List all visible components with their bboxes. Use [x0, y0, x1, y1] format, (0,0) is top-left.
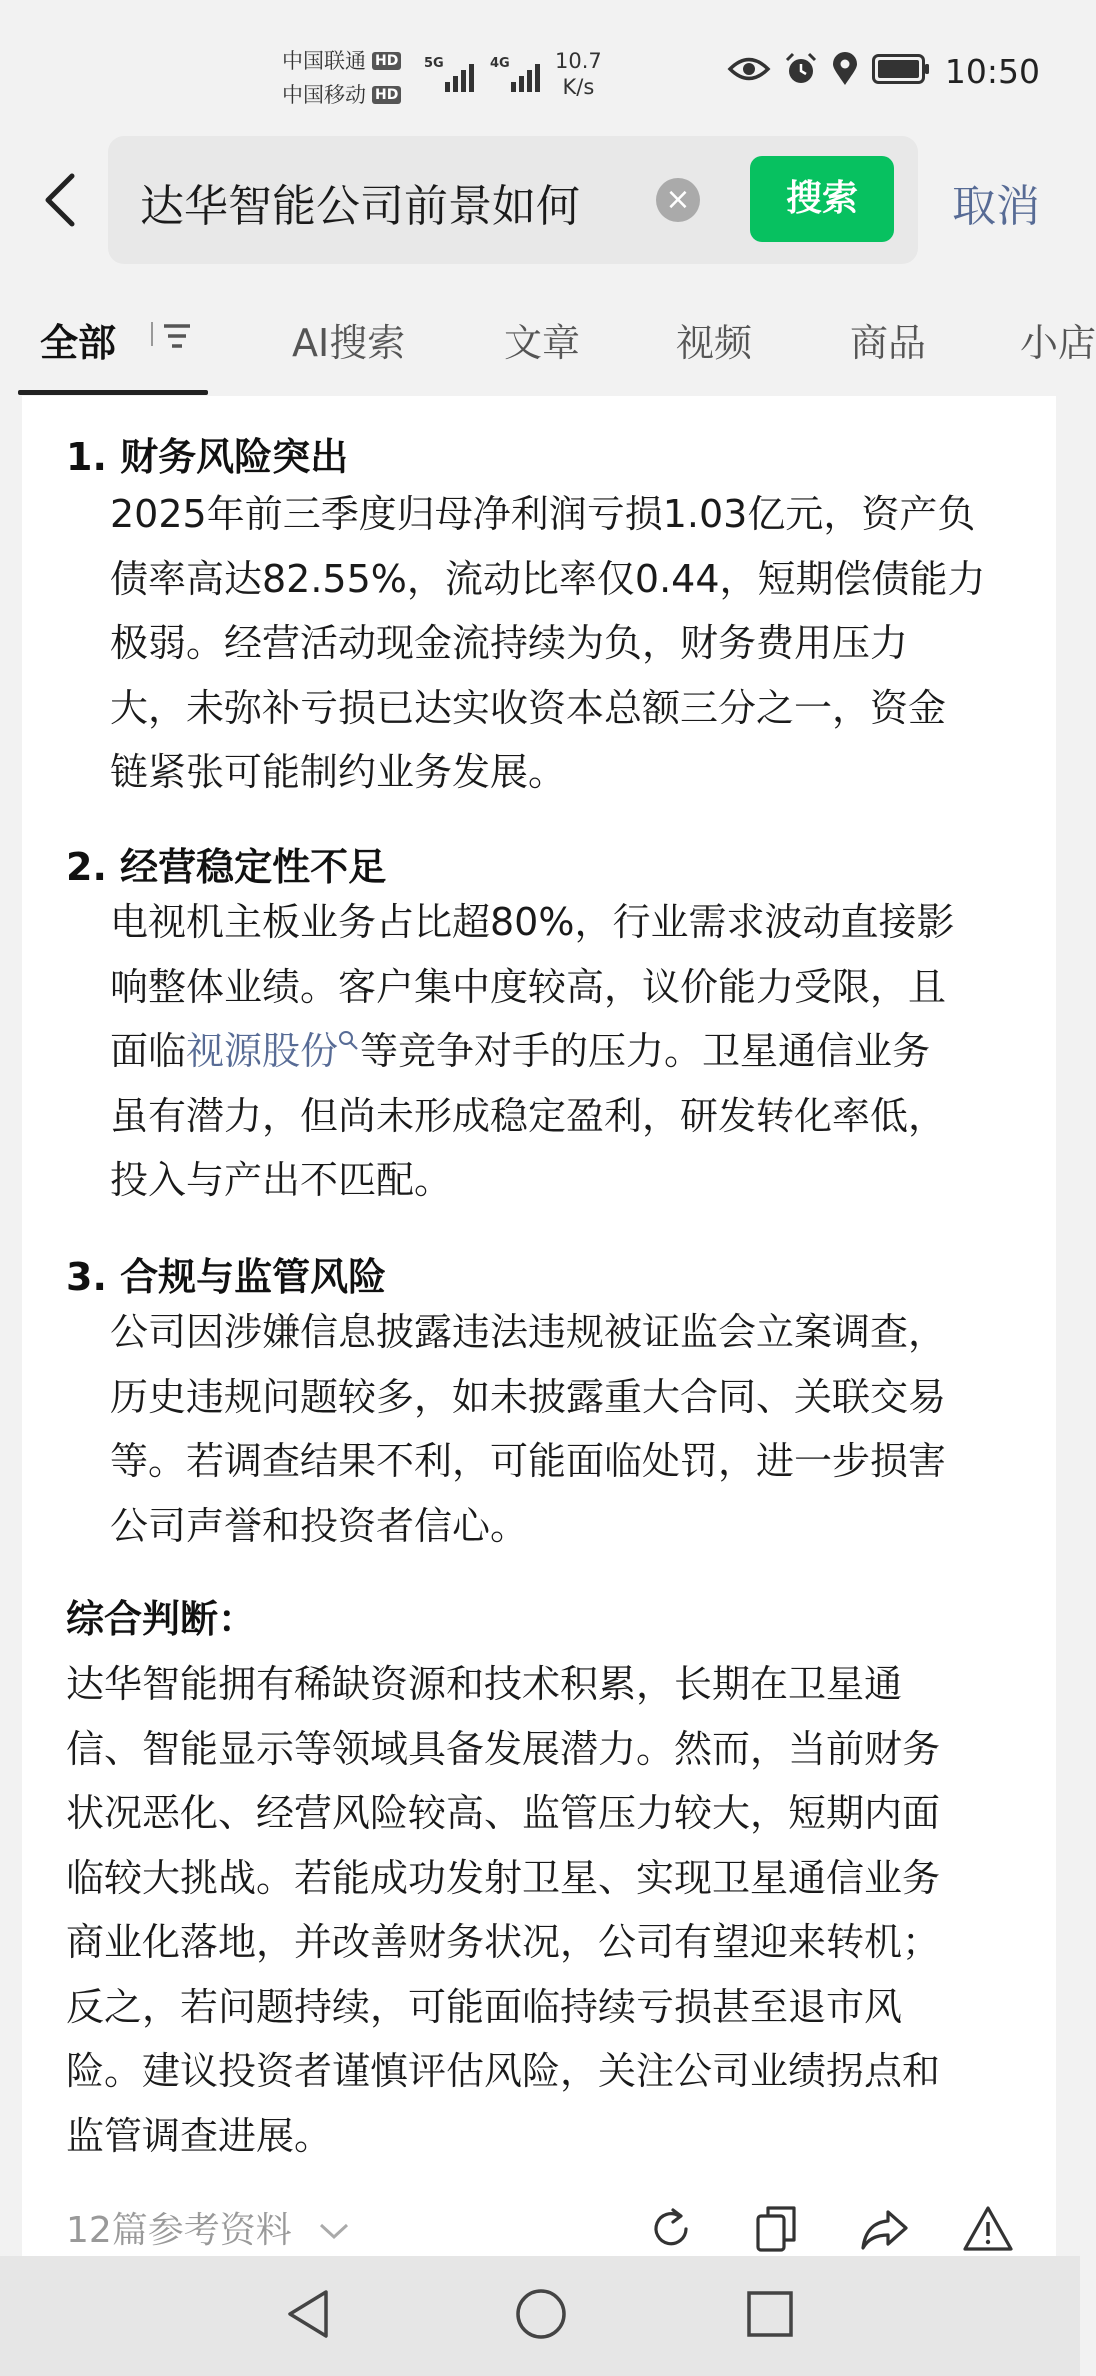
hd-badge-1: HD [372, 52, 401, 70]
clear-icon[interactable]: × [656, 178, 700, 222]
text-line: 2025年前三季度归母净利润亏损1.03亿元，资产负 [110, 492, 976, 536]
text-line: 历史违规问题较多，如未披露重大合同、关联交易 [110, 1374, 947, 1419]
summary-body [66, 1652, 1030, 2168]
text-line: 债率高达82.55%，流动比率仅0.44，短期偿债能力 [110, 556, 986, 601]
references-toggle[interactable]: 12篇参考资料 [66, 2202, 351, 2253]
signal-indicators [424, 52, 540, 92]
summary-title: 综合判断： [66, 1597, 257, 1641]
section-title-compliance-risk: 3. 合规与监管风险 [66, 1255, 387, 1299]
refresh-icon[interactable] [646, 2204, 696, 2254]
status-bar [0, 0, 1080, 140]
network-speed: 10.7 K/s [555, 49, 602, 99]
home-circle-icon[interactable] [514, 2286, 568, 2342]
text-line-with-link: 面临视源股份 等竞争对手的压力。卫星通信业务 [110, 1029, 931, 1073]
tab-articles[interactable]: 文章 [504, 321, 581, 365]
filter-icon[interactable] [150, 318, 202, 362]
system-icons [728, 52, 930, 86]
text-line: 反之，若问题持续，可能面临持续亏损甚至退市风 [66, 1984, 903, 2029]
alarm-icon [784, 52, 818, 86]
hd-badge-2: HD [372, 86, 401, 104]
text-line: 达华智能拥有稀缺资源和技术积累，长期在卫星通 [66, 1662, 903, 1706]
text-line: 大，未弥补亏损已达实收资本总额三分之一，资金 [110, 685, 947, 730]
carrier-info [282, 44, 401, 112]
text-line: 监管调查进展。 [66, 2113, 333, 2158]
text-line: 商业化落地，并改善财务状况，公司有望迎来转机； [66, 1920, 941, 1964]
back-triangle-icon[interactable] [284, 2286, 332, 2342]
tab-shops[interactable]: 小店 [1020, 321, 1096, 365]
tab-all[interactable]: 全部 [40, 321, 117, 365]
warning-icon[interactable] [962, 2204, 1014, 2254]
text-line: 虽有潜力，但尚未形成稳定盈利，研发转化率低， [110, 1093, 947, 1138]
text-line: 链紧张可能制约业务发展。 [110, 750, 567, 794]
eye-icon [728, 54, 770, 84]
stock-link-cvte[interactable]: 视源股份 [186, 1029, 339, 1073]
copy-icon[interactable] [754, 2204, 800, 2254]
text-line: 临较大挑战。若能成功发射卫星、实现卫星通信业务 [66, 1855, 941, 1900]
carrier-1: 中国联通 [282, 49, 366, 73]
cancel-button[interactable]: 取消 [952, 181, 1040, 232]
ai-answer-card [22, 396, 1056, 2256]
text-line: 险。建议投资者谨慎评估风险，关注公司业绩拐点和 [66, 2049, 941, 2093]
location-icon [832, 52, 858, 86]
text-line: 投入与产出不匹配。 [110, 1158, 453, 1202]
section-title-financial-risk: 1. 财务风险突出 [66, 435, 349, 479]
tab-bar [0, 292, 1096, 396]
text-line: 响整体业绩。客户集中度较高，议价能力受限，且 [110, 964, 947, 1009]
signal-5g-icon: 5G [424, 52, 474, 92]
tab-videos[interactable]: 视频 [676, 321, 753, 365]
chevron-down-icon [317, 2220, 351, 2242]
carrier-2: 中国移动 [282, 83, 366, 107]
text-line: 信、智能显示等领域具备发展潜力。然而，当前财务 [66, 1726, 941, 1771]
share-icon[interactable] [860, 2204, 910, 2254]
text-line: 状况恶化、经营风险较高、监管压力较大，短期内面 [66, 1791, 941, 1835]
signal-4g-icon: 4G [490, 52, 540, 92]
text-line: 等。若调查结果不利，可能面临处罚，进一步损害 [110, 1439, 947, 1483]
text-line: 公司因涉嫌信息披露违法违规被证监会立案调查， [110, 1310, 947, 1354]
section-body-financial-risk [110, 482, 1030, 805]
search-small-icon[interactable] [338, 1030, 360, 1052]
section-title-operating-stability: 2. 经营稳定性不足 [66, 845, 387, 889]
text-line: 极弱。经营活动现金流持续为负，财务费用压力 [110, 621, 909, 665]
section-body-compliance-risk [110, 1300, 1030, 1558]
text-line: 公司声誉和投资者信心。 [110, 1503, 529, 1548]
back-arrow-icon[interactable] [36, 170, 86, 230]
section-body-operating-stability [110, 890, 1030, 1213]
search-button[interactable]: 搜索 [750, 156, 894, 242]
active-tab-indicator [18, 390, 208, 395]
clock: 10:50 [944, 52, 1040, 91]
system-navigation-bar [0, 2256, 1080, 2376]
battery-icon [872, 54, 930, 84]
search-input[interactable]: 达华智能公司前景如何 [140, 181, 580, 232]
recents-square-icon[interactable] [746, 2286, 794, 2342]
search-box[interactable] [108, 136, 918, 264]
tab-products[interactable]: 商品 [850, 321, 927, 365]
tab-ai-search[interactable]: AI搜索 [292, 321, 406, 365]
text-line: 电视机主板业务占比超80%，行业需求波动直接影 [110, 900, 955, 944]
